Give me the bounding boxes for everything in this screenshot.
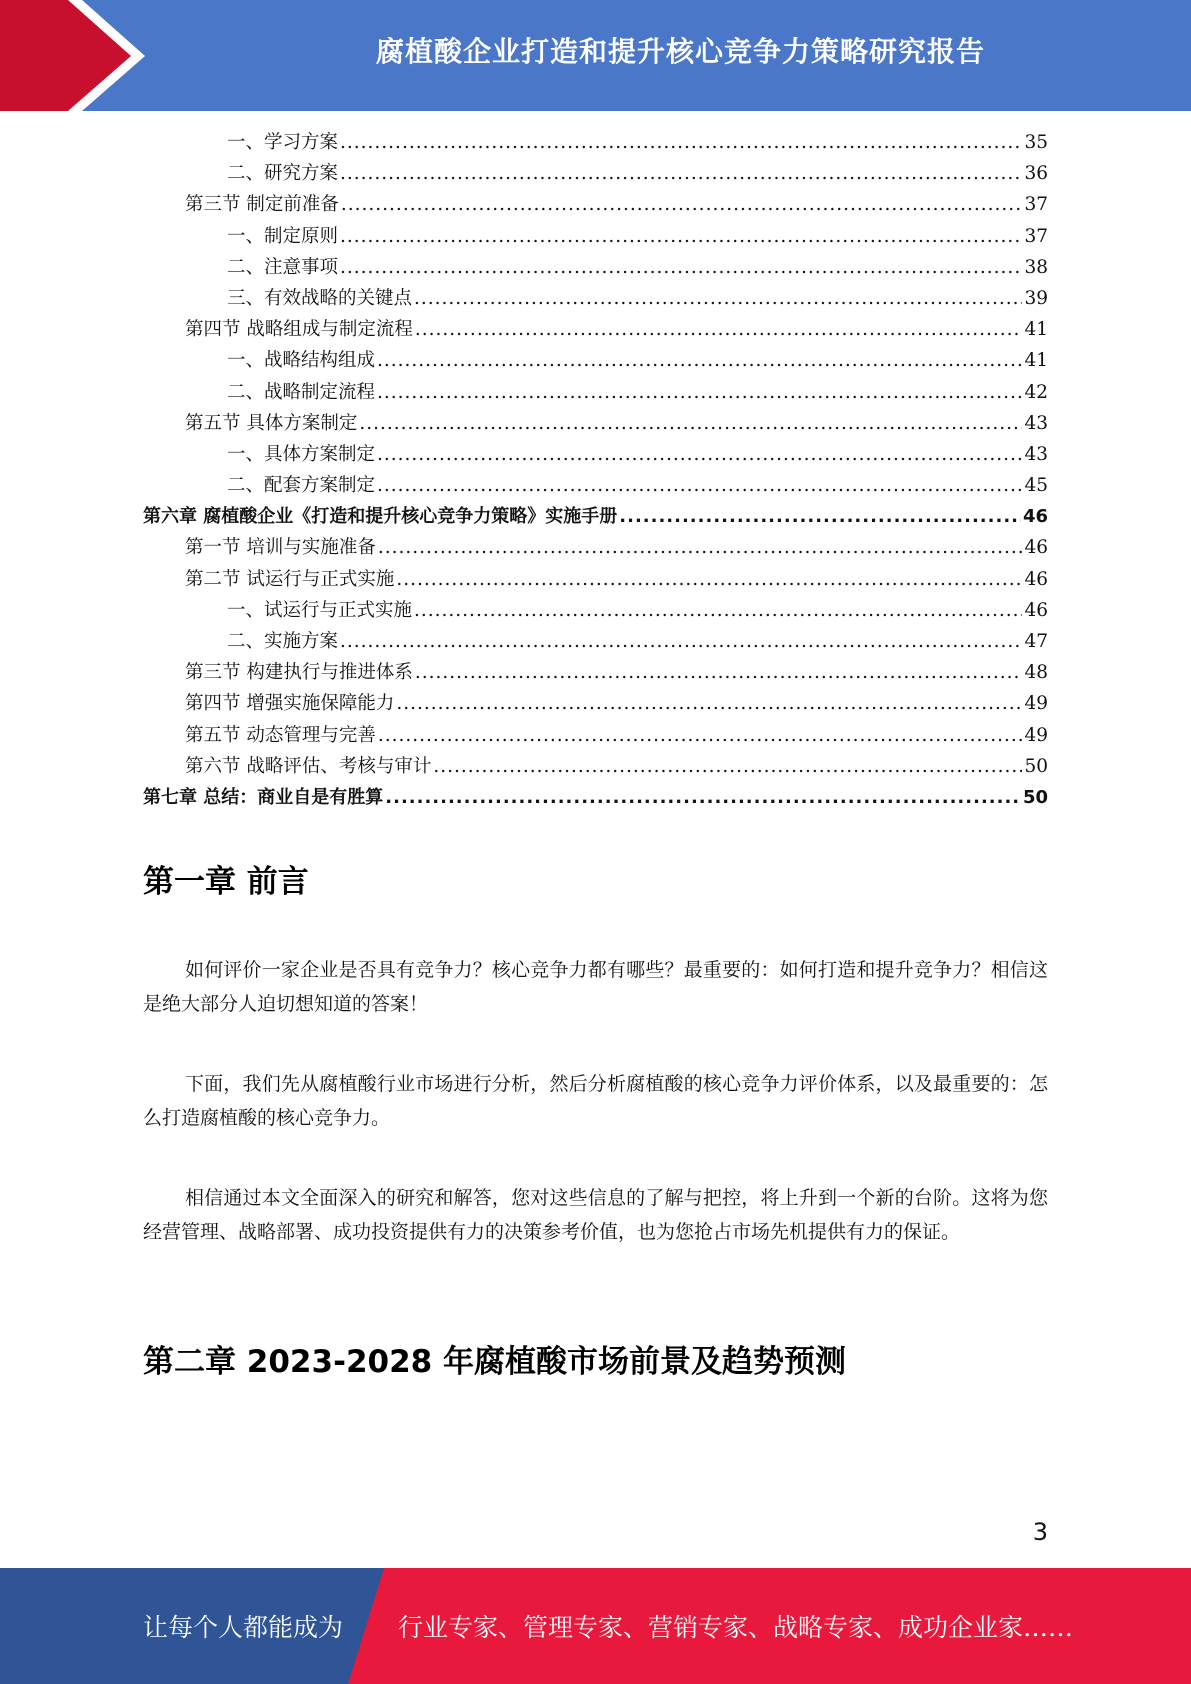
- toc-dot-leader: [378, 725, 1023, 746]
- toc-entry[interactable]: [143, 658, 1048, 689]
- toc-entry-title: 第五节 具体方案制定: [185, 412, 358, 434]
- toc-entry-title: 一、制定原则: [227, 225, 339, 247]
- toc-entry[interactable]: [143, 565, 1048, 596]
- toc-entry-title: 第七章 总结：商业自是有胜算: [143, 786, 384, 808]
- toc-entry-title: 一、战略结构组成: [227, 350, 376, 372]
- toc-entry[interactable]: [143, 128, 1048, 159]
- toc-entry-title: 一、学习方案: [227, 132, 339, 153]
- toc-entry-page: 46: [1024, 568, 1048, 590]
- toc-entry[interactable]: [143, 346, 1048, 377]
- toc-entry-title: 第六章 腐植酸企业《打造和提升核心竞争力策略》实施手册: [143, 506, 618, 528]
- toc-entry[interactable]: [143, 502, 1048, 533]
- toc-entry-page: 37: [1024, 194, 1048, 216]
- toc-dot-leader: [385, 787, 1021, 808]
- toc-entry-page: 37: [1024, 225, 1048, 247]
- toc-entry-page: 48: [1024, 662, 1048, 684]
- footer-slogan-right: 行业专家、管理专家、营销专家、战略专家、成功企业家……: [398, 1613, 1074, 1642]
- toc-entry-page: 46: [1024, 537, 1048, 559]
- toc-entry-page: 43: [1024, 443, 1048, 465]
- toc-entry-page: 46: [1022, 506, 1048, 528]
- paragraph: 相信通过本文全面深入的研究和解答，您对这些信息的了解与把控，将上升到一个新的台阶。这将为您经营管理、战略部署、成功投资提供有力的决策参考价值，也为您抢占市场先机提供有力的保证。: [143, 1187, 1048, 1243]
- chapter-heading: 第二章 2023-2028 年腐植酸市场前景及趋势预测: [143, 1344, 847, 1380]
- toc-entry-page: 35: [1024, 132, 1048, 153]
- toc-dot-leader: [340, 631, 1022, 652]
- footer-slogan-left: 让每个人都能成为: [143, 1613, 344, 1642]
- toc-entry[interactable]: [143, 253, 1048, 284]
- toc-entry-page: 49: [1024, 724, 1048, 746]
- toc-entry[interactable]: [143, 409, 1048, 440]
- toc-dot-leader: [359, 413, 1022, 434]
- toc-entry-title: 一、具体方案制定: [227, 443, 376, 465]
- toc-dot-leader: [396, 693, 1022, 714]
- toc-dot-leader: [619, 506, 1021, 527]
- toc-entry-title: 第四节 增强实施保障能力: [185, 693, 395, 715]
- toc-entry-title: 三、有效战略的关键点: [227, 287, 413, 309]
- toc-entry-page: 45: [1024, 475, 1048, 497]
- toc-entry-title: 第六节 战略评估、考核与审计: [185, 755, 432, 777]
- toc-dot-leader: [414, 600, 1022, 621]
- header-title: 腐植酸企业打造和提升核心竞争力策略研究报告: [375, 35, 985, 68]
- toc-entry-page: 47: [1024, 631, 1048, 652]
- toc-entry-page: 36: [1024, 163, 1048, 185]
- page-header: [0, 0, 1191, 111]
- toc-entry[interactable]: [143, 471, 1048, 502]
- toc-entry[interactable]: [143, 378, 1048, 409]
- toc-entry-page: 42: [1024, 381, 1048, 403]
- toc-entry-page: 38: [1024, 256, 1048, 278]
- toc-entry[interactable]: [143, 315, 1048, 346]
- toc-entry-title: 第三节 构建执行与推进体系: [185, 662, 413, 684]
- toc-entry[interactable]: [143, 222, 1048, 253]
- toc-dot-leader: [340, 226, 1022, 247]
- toc-entry[interactable]: [143, 596, 1048, 627]
- toc-dot-leader: [377, 382, 1022, 403]
- page-number: 3: [1032, 1518, 1048, 1546]
- toc-entry[interactable]: [143, 752, 1048, 783]
- toc-entry-page: 50: [1022, 786, 1048, 808]
- toc-entry-title: 二、注意事项: [227, 256, 339, 278]
- toc-dot-leader: [415, 319, 1023, 340]
- toc-dot-leader: [433, 756, 1022, 777]
- toc-entry-title: 第三节 制定前准备: [185, 194, 339, 216]
- toc-entry-page: 50: [1024, 755, 1048, 777]
- toc-dot-leader: [340, 132, 1022, 153]
- toc-dot-leader: [415, 662, 1023, 683]
- toc-entry-title: 二、实施方案: [227, 631, 339, 652]
- table-of-contents: [143, 128, 1048, 814]
- paragraph: 如何评价一家企业是否具有竞争力？核心竞争力都有哪些？最重要的：如何打造和提升竞争力？相信这是绝大部分人迫切想知道的答案！: [143, 959, 1048, 1015]
- toc-dot-leader: [377, 444, 1022, 465]
- toc-entry-title: 第二节 试运行与正式实施: [185, 568, 395, 590]
- toc-dot-leader: [396, 569, 1022, 590]
- toc-dot-leader: [377, 475, 1022, 496]
- toc-entry[interactable]: [143, 159, 1048, 190]
- toc-dot-leader: [377, 350, 1022, 371]
- toc-entry-title: 二、研究方案: [227, 163, 339, 185]
- toc-dot-leader: [340, 163, 1022, 184]
- toc-entry[interactable]: [143, 533, 1048, 564]
- toc-entry[interactable]: [143, 689, 1048, 720]
- toc-entry-page: 41: [1024, 350, 1048, 372]
- toc-entry-title: 一、试运行与正式实施: [227, 599, 413, 621]
- toc-dot-leader: [414, 288, 1022, 309]
- toc-entry-title: 第五节 动态管理与完善: [185, 724, 376, 746]
- paragraph: 下面，我们先从腐植酸行业市场进行分析，然后分析腐植酸的核心竞争力评价体系，以及最重要的：怎么打造腐植酸的核心竞争力。: [143, 1073, 1048, 1129]
- toc-entry[interactable]: [143, 284, 1048, 315]
- toc-entry-page: 43: [1024, 412, 1048, 434]
- toc-entry-page: 46: [1024, 599, 1048, 621]
- toc-entry-title: 第一节 培训与实施准备: [185, 537, 376, 559]
- toc-entry-page: 39: [1024, 287, 1048, 309]
- toc-entry-title: 二、战略制定流程: [227, 381, 376, 403]
- toc-entry-page: 49: [1024, 693, 1048, 715]
- toc-entry-title: 二、配套方案制定: [227, 475, 376, 497]
- toc-entry[interactable]: [143, 721, 1048, 752]
- toc-dot-leader: [341, 194, 1023, 215]
- page-footer: [0, 1568, 1191, 1684]
- toc-entry-title: 第四节 战略组成与制定流程: [185, 319, 413, 341]
- toc-entry[interactable]: [143, 440, 1048, 471]
- chapter-heading: 第一章 前言: [143, 864, 309, 900]
- toc-entry-page: 41: [1024, 319, 1048, 341]
- toc-entry[interactable]: [143, 190, 1048, 221]
- toc-entry[interactable]: [143, 627, 1048, 658]
- toc-entry[interactable]: [143, 783, 1048, 814]
- toc-dot-leader: [378, 537, 1023, 558]
- toc-dot-leader: [340, 257, 1022, 278]
